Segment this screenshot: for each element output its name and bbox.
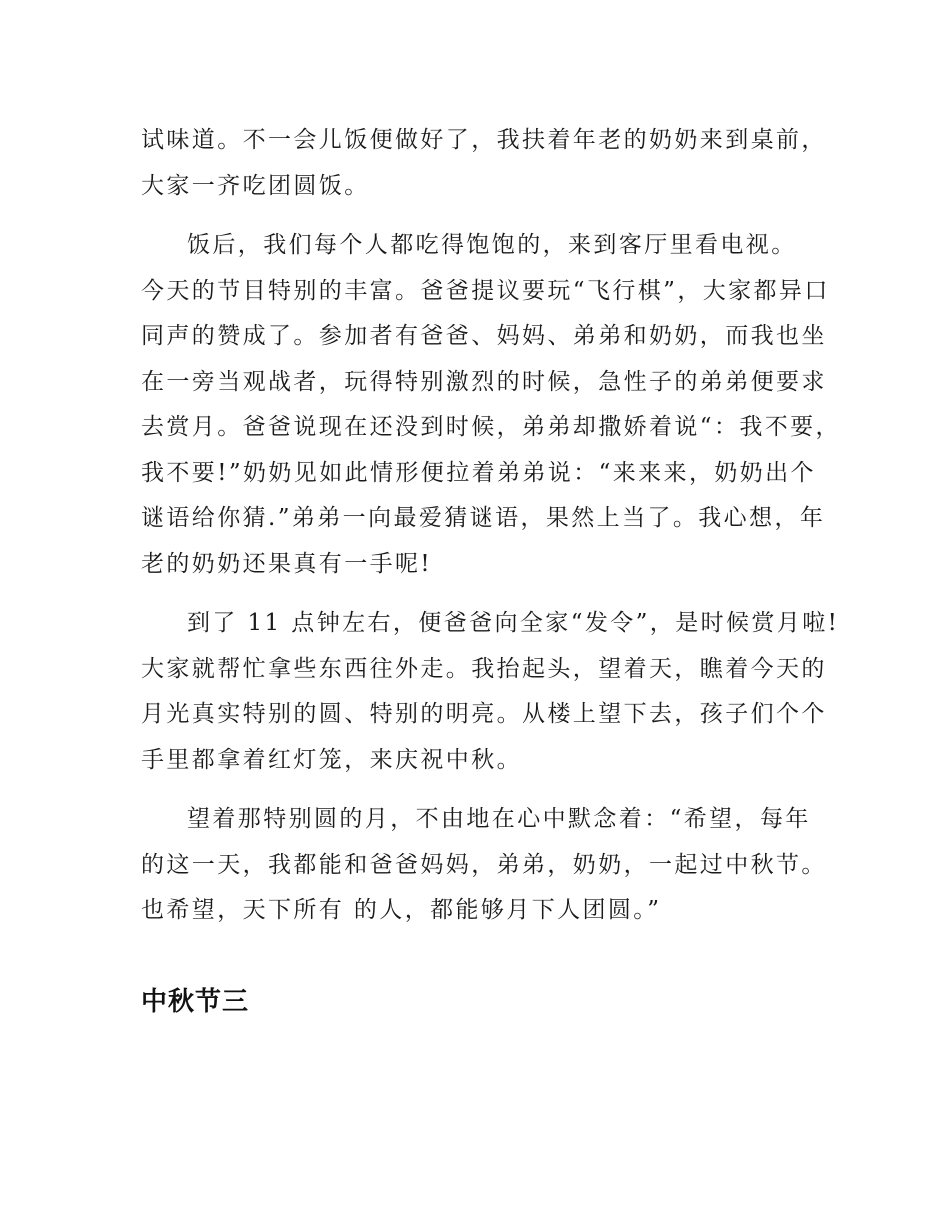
- text-line: 也希望，天下所有 的人，都能够月下人团圆。”: [141, 897, 662, 923]
- text-line: 在一旁当观战者，玩得特别激烈的时候，急性子的弟弟便要求: [141, 368, 827, 395]
- text-line: 同声的赞成了。参加者有爸爸、妈妈、弟弟和奶奶，而我也坐: [141, 323, 827, 349]
- section-heading: 中秋节三: [141, 987, 250, 1017]
- text-line: 饭后，我们每个人都吃得饱饱的，来到客厅里看电视。: [187, 232, 797, 258]
- text-line: 月光真实特别的圆、特别的明亮。从楼上望下去，孩子们个个: [141, 701, 827, 727]
- text-line: 大家就帮忙拿些东西往外走。我抬起头，望着天，瞧着今天的: [141, 655, 827, 682]
- paragraph-1: [141, 118, 827, 209]
- text-line: 老的奶奶还果真有一手呢!: [141, 550, 433, 577]
- text-line: 试味道。不一会儿饭便做好了，我扶着年老的奶奶来到桌前，: [141, 127, 827, 153]
- paragraph-2: [141, 223, 841, 587]
- text-line: 望着那特别圆的月，不由地在心中默念着：“希望，每年: [187, 806, 811, 832]
- paragraph-4: [141, 797, 827, 934]
- text-line: 的这一天，我都能和爸爸妈妈，弟弟，奶奶，一起过中秋节。: [141, 851, 827, 878]
- text-line: 到了 11 点钟左右，便爸爸向全家“发令”，是时候赏月啦!: [187, 610, 840, 636]
- text-line: 今天的节目特别的丰富。爸爸提议要玩“飞行棋”，大家都异口: [141, 277, 830, 304]
- text-line: 大家一齐吃团圆饭。: [141, 172, 370, 199]
- text-line: 我不要!”奶奶见如此情形便拉着弟弟说：“来来来，奶奶出个: [141, 459, 816, 486]
- text-line: 谜语给你猜.”弟弟一向最爱猜谜语，果然上当了。我心想，年: [141, 505, 826, 531]
- essay-body: [141, 118, 841, 934]
- paragraph-3: [141, 601, 840, 783]
- text-line: 手里都拿着红灯笼，来庆祝中秋。: [141, 746, 522, 773]
- text-line: 去赏月。爸爸说现在还没到时候，弟弟却撒娇着说“：我不要，: [141, 414, 841, 440]
